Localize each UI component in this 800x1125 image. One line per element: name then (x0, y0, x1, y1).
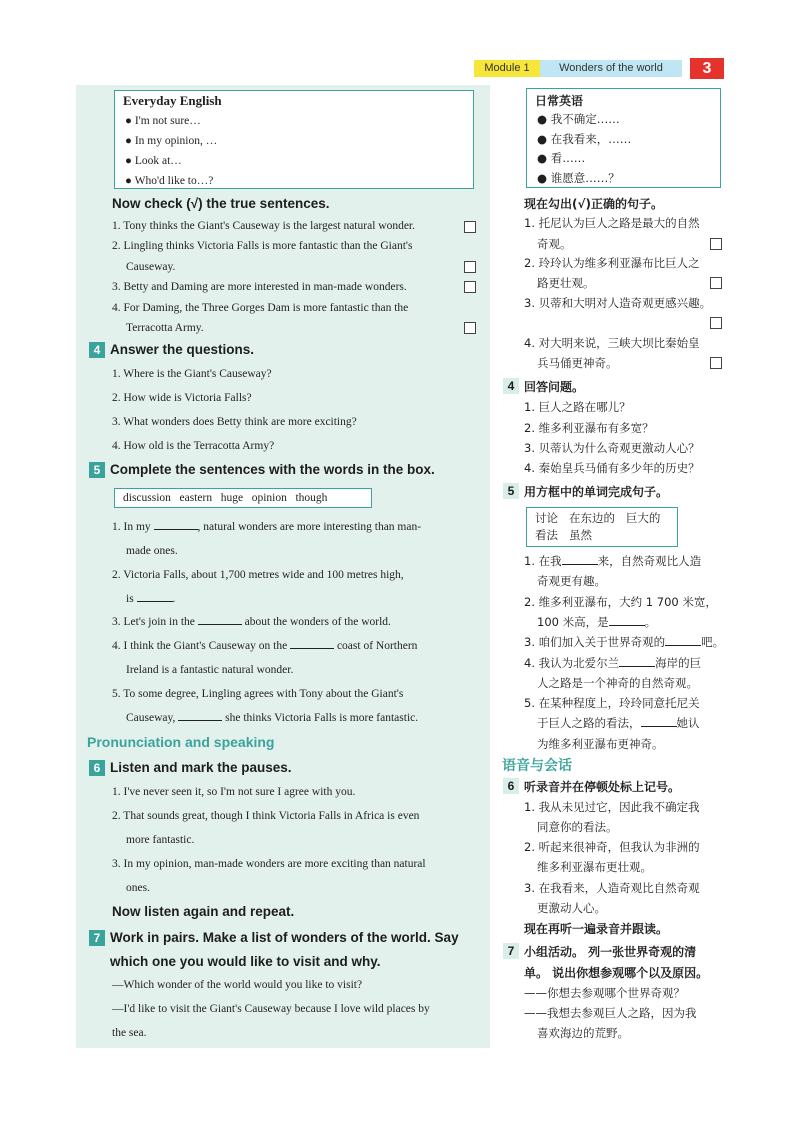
cn-sentence: 同意你的看法。 (537, 820, 618, 834)
sentence: Terracotta Army. (126, 322, 204, 334)
sentence: 4. For Daming, the Three Gorges Dam is more fantastic than the (112, 302, 409, 314)
cn-sentence: 5. 在某种程度上，玲玲同意托尼关 (524, 696, 700, 710)
repeat-instruction: Now listen again and repeat. (112, 904, 295, 919)
page-number: 3 (690, 58, 724, 79)
checkbox[interactable] (710, 277, 722, 289)
checkbox[interactable] (464, 281, 476, 293)
word-box-words: discussion eastern huge opinion though (123, 492, 328, 504)
checkbox[interactable] (710, 357, 722, 369)
sentence: made ones. (126, 545, 178, 557)
cn-sentence: 更激动人心。 (537, 901, 606, 915)
cn-sentence: 100 米高，是 。 (537, 615, 657, 629)
phrase-item: ● I'm not sure… (125, 115, 201, 127)
cn-sentence: 1. 在我 来，自然奇观比人造 (524, 554, 702, 568)
sentence: 1. I've never seen it, so I'm not sure I agree with you. (112, 786, 356, 798)
answer-blank[interactable] (154, 519, 198, 530)
cn-sentence: 奇观更有趣。 (537, 574, 606, 588)
exercise-instruction: which one you would like to visit and why. (110, 954, 381, 969)
sentence: 4. I think the Giant's Causeway on the coast of Northern (112, 640, 418, 652)
cn-exercise-instruction: 回答问题。 (524, 380, 585, 394)
cn-everyday-box (526, 88, 721, 188)
answer-blank[interactable] (137, 591, 173, 602)
sentence: 3. In my opinion, man-made wonders are more exciting than natural (112, 858, 426, 870)
cn-sentence: 维多利亚瀑布更壮观。 (537, 860, 652, 874)
unit-title: Wonders of the world (540, 60, 682, 77)
dialogue-line: the sea. (112, 1027, 147, 1039)
sentence: 2. Lingling thinks Victoria Falls is more fantastic than the Giant's (112, 240, 413, 252)
checkbox[interactable] (710, 317, 722, 329)
cn-section-title: 语音与会话 (502, 757, 572, 773)
cn-phrase: ● 看…… (537, 151, 586, 165)
cn-sentence: 兵马俑更神奇。 (537, 356, 618, 370)
cn-exercise-number: 4 (503, 378, 519, 394)
section-title: Pronunciation and speaking (87, 734, 275, 750)
cn-sentence: 于巨人之路的看法， 她认 (537, 716, 700, 730)
cn-exercise-number: 7 (503, 943, 519, 959)
cn-dialogue-line: ——你想去参观哪个世界奇观？ (524, 986, 685, 1000)
cn-sentence: 为维多利亚瀑布更神奇。 (537, 737, 664, 751)
everyday-english-box (114, 90, 474, 189)
cn-word-box (526, 507, 678, 547)
answer-blank[interactable] (198, 614, 242, 625)
cn-check-instruction: 现在勾出(√)正确的句子。 (524, 197, 663, 211)
exercise-number: 6 (89, 760, 105, 776)
cn-sentence: 4. 对大明来说，三峡大坝比秦始皇 (524, 336, 700, 350)
sentence: Ireland is a fantastic natural wonder. (126, 664, 294, 676)
cn-exercise-instruction: 单。 说出你想参观哪个以及原因。 (524, 966, 709, 980)
exercise-instruction: Listen and mark the pauses. (110, 760, 292, 775)
cn-exercise-instruction: 小组活动。 列一张世界奇观的清 (524, 945, 697, 959)
sentence: 2. That sounds great, though I think Victoria Falls in Africa is even (112, 810, 420, 822)
cn-sentence: 1. 我从未见过它，因此我不确定我 (524, 800, 700, 814)
check-instruction: Now check (√) the true sentences. (112, 196, 330, 211)
cn-repeat-instruction: 现在再听一遍录音并跟读。 (524, 922, 669, 936)
cn-sentence: 路更壮观。 (537, 276, 595, 290)
cn-question: 3. 贝蒂认为什么奇观更激动人心？ (524, 441, 700, 455)
question: 4. How old is the Terracotta Army? (112, 440, 275, 452)
sentence: 1. Tony thinks the Giant's Causeway is the largest natural wonder. (112, 220, 415, 232)
exercise-number: 5 (89, 462, 105, 478)
cn-phrase: ● 在我看来，…… (537, 132, 632, 146)
dialogue-line: —I'd like to visit the Giant's Causeway because I love wild places by (112, 1003, 430, 1015)
cn-exercise-number: 6 (503, 778, 519, 794)
cn-phrase: ● 谁愿意……？ (537, 171, 620, 185)
cn-sentence: 3. 咱们加入关于世界奇观的 吧。 (524, 635, 725, 649)
exercise-number: 7 (89, 930, 105, 946)
cn-question: 1. 巨人之路在哪儿？ (524, 400, 631, 414)
cn-sentence: 2. 听起来很神奇，但我认为非洲的 (524, 840, 700, 854)
answer-blank[interactable] (619, 656, 655, 667)
dialogue-line: —Which wonder of the world would you like to visit? (112, 979, 363, 991)
cn-sentence: 人之路是一个神奇的自然奇观。 (537, 676, 698, 690)
cn-everyday-title: 日常英语 (535, 94, 584, 108)
sentence: Causeway, she thinks Victoria Falls is more fantastic. (126, 712, 419, 724)
module-label: Module 1 (474, 60, 540, 77)
cn-sentence: 2. 玲玲认为维多利亚瀑布比巨人之 (524, 256, 700, 270)
answer-blank[interactable] (562, 554, 598, 565)
checkbox[interactable] (464, 322, 476, 334)
cn-question: 4. 秦始皇兵马俑有多少年的历史？ (524, 461, 700, 475)
phrase-item: ● Look at… (125, 155, 182, 167)
cn-phrase: ● 我不确定…… (537, 112, 620, 126)
phrase-item: ● Who'd like to…? (125, 175, 214, 187)
answer-blank[interactable] (665, 635, 701, 646)
cn-sentence: 4. 我认为北爱尔兰 海岸的巨 (524, 656, 702, 670)
cn-box-words: 讨论 在东边的 巨大的 (535, 511, 661, 525)
cn-box-words: 看法 虽然 (535, 528, 592, 542)
checkbox[interactable] (464, 261, 476, 273)
sentence: 3. Betty and Daming are more interested in man-made wonders. (112, 281, 407, 293)
cn-sentence: 2. 维多利亚瀑布，大约 1 700 米宽， (524, 595, 717, 609)
sentence: Causeway. (126, 261, 176, 273)
cn-dialogue-line: ——我想去参观巨人之路，因为我 (524, 1006, 697, 1020)
cn-exercise-instruction: 用方框中的单词完成句子。 (524, 485, 669, 499)
phrase-item: ● In my opinion, … (125, 135, 218, 147)
exercise-instruction: Answer the questions. (110, 342, 255, 357)
cn-sentence: 1. 托尼认为巨人之路是最大的自然 (524, 216, 700, 230)
sentence: ones. (126, 882, 150, 894)
answer-blank[interactable] (290, 638, 334, 649)
answer-blank[interactable] (178, 710, 222, 721)
exercise-instruction: Work in pairs. Make a list of wonders of the world. Say (110, 930, 459, 945)
exercise-instruction: Complete the sentences with the words in the box. (110, 462, 435, 477)
checkbox[interactable] (710, 238, 722, 250)
question: 1. Where is the Giant's Causeway? (112, 368, 272, 380)
cn-sentence: 3. 在我看来，人造奇观比自然奇观 (524, 881, 700, 895)
cn-question: 2. 维多利亚瀑布有多宽？ (524, 421, 654, 435)
sentence: 1. In my , natural wonders are more interesting than man- (112, 521, 422, 533)
everyday-english-title: Everyday English (123, 93, 222, 108)
sentence: is . (126, 593, 176, 605)
answer-blank[interactable] (609, 615, 645, 626)
cn-exercise-instruction: 听录音并在停顿处标上记号。 (524, 780, 681, 794)
question: 2. How wide is Victoria Falls? (112, 392, 252, 404)
checkbox[interactable] (464, 221, 476, 233)
sentence: 3. Let's join in the about the wonders of the world. (112, 616, 391, 628)
sentence: 2. Victoria Falls, about 1,700 metres wide and 100 metres high, (112, 569, 404, 581)
cn-exercise-number: 5 (503, 483, 519, 499)
cn-sentence: 3. 贝蒂和大明对人造奇观更感兴趣。 (524, 296, 712, 310)
sentence: more fantastic. (126, 834, 195, 846)
answer-blank[interactable] (641, 716, 677, 727)
word-box (114, 488, 372, 508)
sentence: 5. To some degree, Lingling agrees with Tony about the Giant's (112, 688, 404, 700)
cn-dialogue-line: 喜欢海边的荒野。 (537, 1026, 629, 1040)
exercise-number: 4 (89, 342, 105, 358)
cn-sentence: 奇观。 (537, 237, 572, 251)
question: 3. What wonders does Betty think are more exciting? (112, 416, 357, 428)
